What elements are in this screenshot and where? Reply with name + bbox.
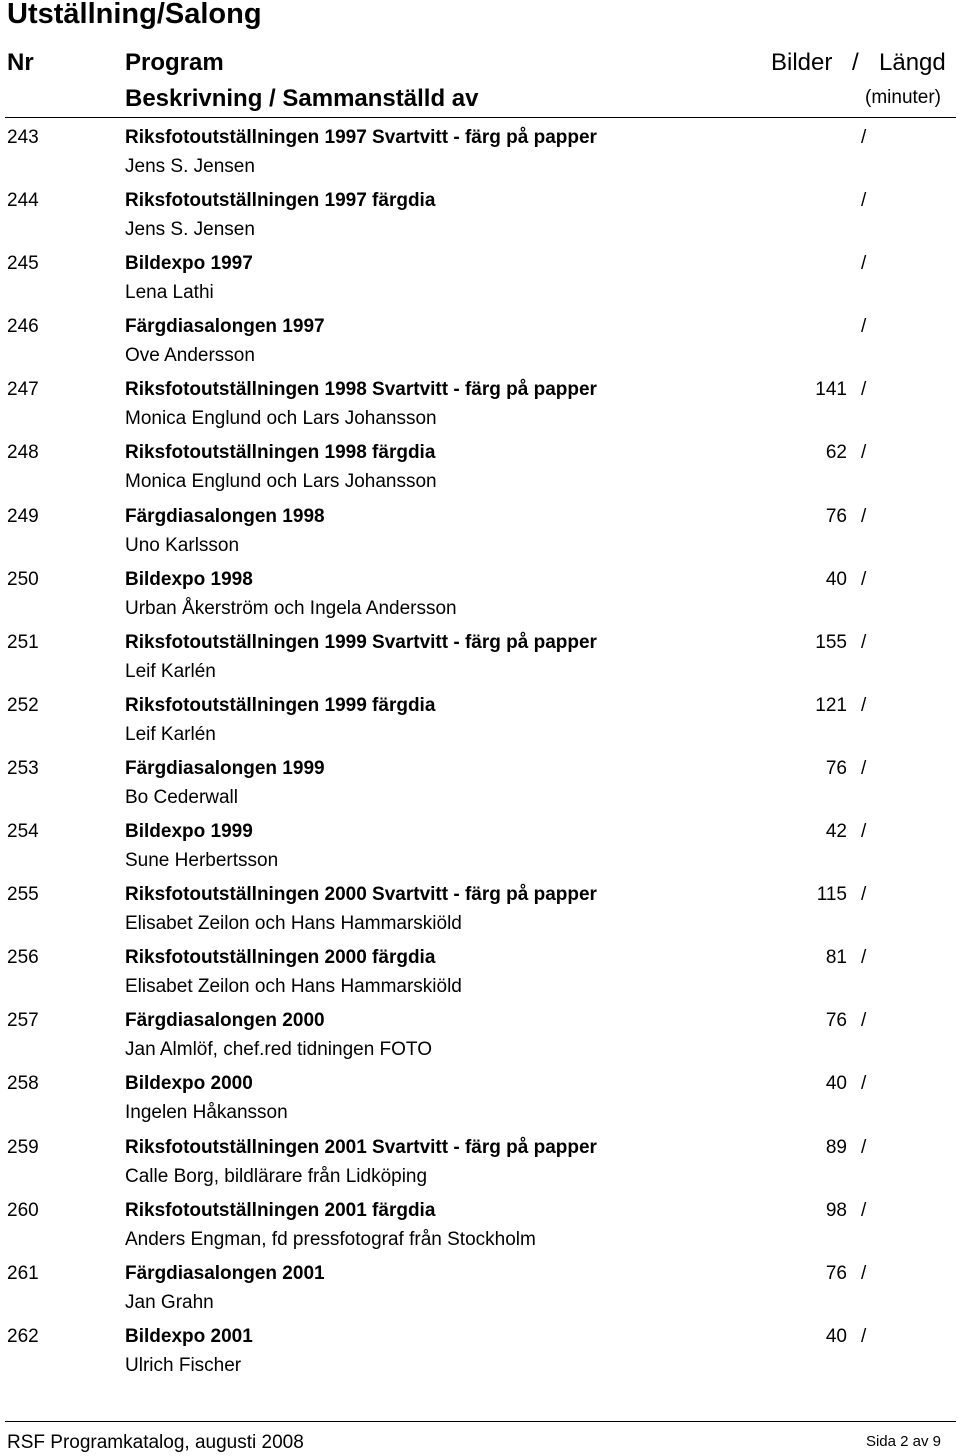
entry-number: 250 (7, 568, 39, 590)
entry-number: 253 (7, 757, 39, 779)
list-item (0, 436, 960, 499)
footer-divider (5, 1421, 956, 1422)
entry-description: Bo Cederwall (125, 786, 238, 808)
entry-bilder: 89 (825, 1136, 847, 1158)
footer-page-number: Sida 2 av 9 (865, 1433, 941, 1450)
entry-description: Anders Engman, fd pressfotograf från Stockholm (125, 1228, 536, 1250)
entry-separator: / (861, 1073, 867, 1095)
entry-separator: / (861, 884, 867, 906)
column-header-langd: Längd (879, 49, 946, 76)
entry-number: 245 (7, 253, 39, 275)
entry-separator: / (861, 1199, 867, 1221)
entry-description: Jan Grahn (125, 1291, 214, 1313)
list-item (0, 310, 960, 373)
entry-program: Riksfotoutställningen 2000 Svartvitt - färg på papper (125, 884, 597, 906)
column-header-bilder: Bilder (771, 49, 833, 76)
entry-separator: / (861, 316, 867, 338)
entry-description: Calle Borg, bildlärare från Lidköping (125, 1165, 428, 1187)
entry-description: Ulrich Fischer (125, 1354, 242, 1376)
list-item (0, 1320, 960, 1383)
entry-description: Urban Åkerström och Ingela Andersson (125, 597, 457, 619)
list-item (0, 626, 960, 689)
entry-bilder: 155 (815, 631, 847, 653)
list-item (0, 121, 960, 184)
entry-bilder: 40 (825, 1073, 847, 1095)
entry-bilder: 76 (825, 1010, 847, 1032)
entry-program: Riksfotoutställningen 2000 färgdia (125, 947, 436, 969)
column-header-minuter: (minuter) (865, 87, 942, 108)
column-header-nr: Nr (7, 49, 34, 76)
list-item (0, 689, 960, 752)
entry-number: 244 (7, 190, 39, 212)
list-item (0, 1194, 960, 1257)
entry-number: 257 (7, 1010, 39, 1032)
entry-number: 262 (7, 1325, 39, 1347)
entry-number: 258 (7, 1073, 39, 1095)
list-item (0, 752, 960, 815)
entry-description: Lena Lathi (125, 282, 214, 304)
entry-description: Ingelen Håkansson (125, 1102, 288, 1124)
entry-program: Riksfotoutställningen 1999 Svartvitt - färg på papper (125, 631, 597, 653)
column-header-separator: / (852, 49, 859, 76)
entry-description: Elisabet Zeilon och Hans Hammarskiöld (125, 913, 462, 935)
entry-program: Bildexpo 1998 (125, 568, 253, 590)
entry-description: Ove Andersson (125, 345, 255, 367)
entry-program: Bildexpo 2001 (125, 1325, 253, 1347)
entry-separator: / (861, 379, 867, 401)
entry-bilder: 141 (815, 379, 847, 401)
entry-number: 260 (7, 1199, 39, 1221)
entry-number: 254 (7, 821, 39, 843)
entry-program: Bildexpo 1999 (125, 821, 253, 843)
entry-number: 255 (7, 884, 39, 906)
entry-separator: / (861, 190, 867, 212)
entry-program: Färgdiasalongen 1999 (125, 757, 325, 779)
entry-separator: / (861, 505, 867, 527)
entry-separator: / (861, 568, 867, 590)
entry-program: Färgdiasalongen 2001 (125, 1262, 325, 1284)
entry-bilder: 98 (825, 1199, 847, 1221)
entry-program: Riksfotoutställningen 1999 färgdia (125, 694, 436, 716)
entry-separator: / (861, 1010, 867, 1032)
entry-bilder: 40 (825, 568, 847, 590)
entry-program: Riksfotoutställningen 1997 färgdia (125, 190, 436, 212)
entry-separator: / (861, 127, 867, 148)
entry-separator: / (861, 1325, 867, 1347)
list-item (0, 1257, 960, 1320)
entry-description: Monica Englund och Lars Johansson (125, 471, 437, 493)
entry-bilder: 40 (825, 1325, 847, 1347)
header-divider (5, 117, 956, 118)
entry-separator: / (861, 253, 867, 275)
entry-bilder: 115 (816, 884, 847, 906)
entry-description: Sune Herbertsson (125, 850, 279, 872)
list-item (0, 1004, 960, 1067)
entry-separator: / (861, 694, 867, 716)
program-list (0, 121, 960, 1383)
entry-separator: / (861, 757, 867, 779)
column-header-program: Program (125, 49, 224, 76)
entry-program: Riksfotoutställningen 2001 Svartvitt - färg på papper (125, 1136, 597, 1158)
entry-program: Färgdiasalongen 2000 (125, 1010, 325, 1032)
entry-bilder: 121 (815, 694, 847, 716)
column-header-description: Beskrivning / Sammanställd av (125, 85, 479, 112)
entry-description: Leif Karlén (125, 660, 216, 682)
list-item (0, 247, 960, 310)
entry-separator: / (861, 821, 867, 843)
entry-number: 246 (7, 316, 39, 338)
entry-number: 251 (7, 631, 39, 653)
entry-program: Riksfotoutställningen 1997 Svartvitt - färg på papper (125, 127, 597, 148)
entry-number: 259 (7, 1136, 39, 1158)
entry-description: Jens S. Jensen (125, 219, 255, 241)
entry-bilder: 76 (825, 757, 847, 779)
entry-number: 256 (7, 947, 39, 969)
entry-number: 252 (7, 694, 39, 716)
entry-program: Färgdiasalongen 1998 (125, 505, 325, 527)
entry-description: Jan Almlöf, chef.red tidningen FOTO (125, 1039, 432, 1061)
entry-program: Riksfotoutställningen 1998 Svartvitt - färg på papper (125, 379, 597, 401)
list-item (0, 878, 960, 941)
list-item (0, 184, 960, 247)
list-item (0, 1067, 960, 1130)
entry-program: Färgdiasalongen 1997 (125, 316, 325, 338)
entry-description: Uno Karlsson (125, 534, 240, 556)
entry-description: Elisabet Zeilon och Hans Hammarskiöld (125, 976, 462, 998)
entry-bilder: 42 (825, 821, 847, 843)
entry-bilder: 76 (825, 505, 847, 527)
entry-program: Riksfotoutställningen 2001 färgdia (125, 1199, 436, 1221)
entry-number: 243 (7, 127, 39, 148)
entry-program: Bildexpo 2000 (125, 1073, 253, 1095)
list-item (0, 500, 960, 563)
entry-bilder: 76 (825, 1262, 847, 1284)
entry-description: Leif Karlén (125, 723, 216, 745)
entry-number: 249 (7, 505, 39, 527)
entry-description: Monica Englund och Lars Johansson (125, 408, 437, 430)
list-item (0, 563, 960, 626)
list-item (0, 815, 960, 878)
entry-separator: / (861, 1136, 867, 1158)
entry-program: Bildexpo 1997 (125, 253, 253, 275)
list-item (0, 1131, 960, 1194)
list-item (0, 373, 960, 436)
entry-separator: / (861, 631, 867, 653)
entry-separator: / (861, 442, 867, 464)
entry-description: Jens S. Jensen (125, 156, 255, 177)
entry-number: 248 (7, 442, 39, 464)
entry-separator: / (861, 947, 867, 969)
entry-bilder: 81 (825, 947, 847, 969)
entry-bilder: 62 (825, 442, 847, 464)
footer-catalog-title: RSF Programkatalog, augusti 2008 (7, 1432, 304, 1453)
entry-number: 247 (7, 379, 39, 401)
entry-number: 261 (7, 1262, 39, 1284)
section-title: Utställning/Salong (7, 0, 262, 30)
list-item (0, 941, 960, 1004)
entry-separator: / (861, 1262, 867, 1284)
entry-program: Riksfotoutställningen 1998 färgdia (125, 442, 436, 464)
